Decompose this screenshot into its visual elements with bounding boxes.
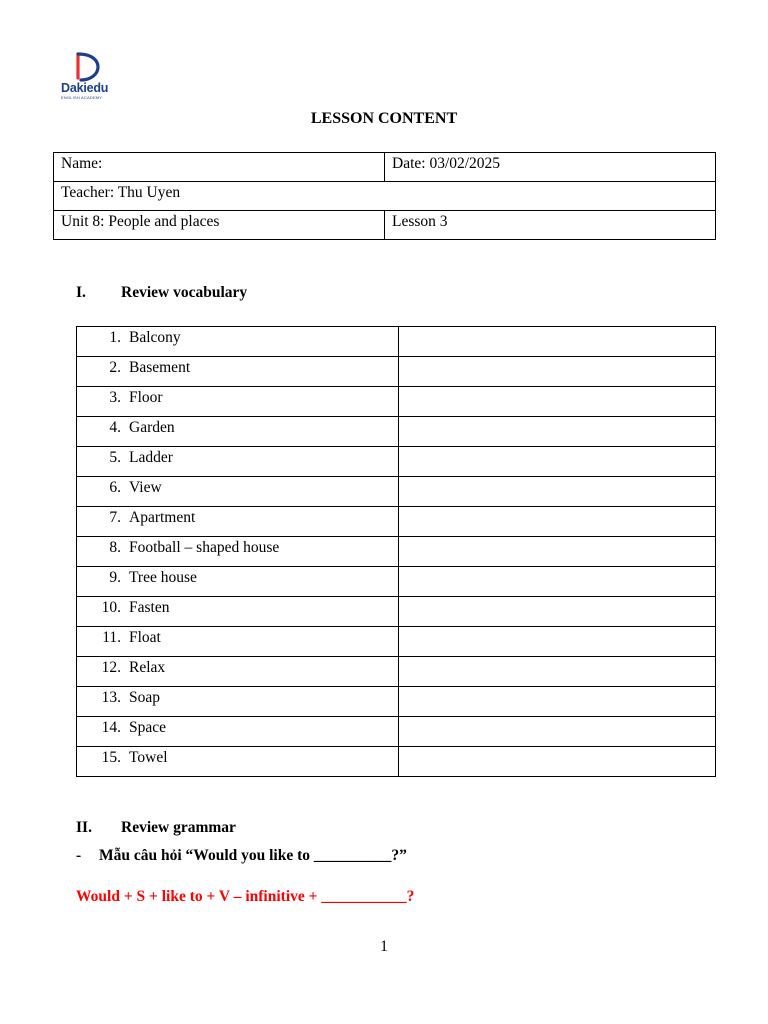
section-title: Review vocabulary: [121, 284, 248, 301]
vocab-answer-cell[interactable]: [399, 507, 716, 537]
vocab-row: [77, 747, 716, 777]
lesson-field: Lesson 3: [385, 211, 716, 240]
vocab-word: Soap: [129, 689, 160, 706]
vocab-row: [77, 447, 716, 477]
vocab-row: [77, 657, 716, 687]
vocab-word-cell: [77, 687, 399, 717]
name-field[interactable]: Name:: [54, 153, 385, 182]
vocab-number: 8.: [109, 539, 121, 556]
vocab-answer-cell[interactable]: [399, 567, 716, 597]
info-row-name-date: [54, 153, 716, 182]
vocab-word: View: [129, 479, 162, 496]
vocab-answer-cell[interactable]: [399, 387, 716, 417]
vocab-number: 7.: [109, 509, 121, 526]
teacher-field: Teacher: Thu Uyen: [54, 182, 716, 211]
vocab-row: [77, 507, 716, 537]
vocab-word-cell: [77, 327, 399, 357]
vocab-number: 10.: [101, 599, 121, 616]
vocab-answer-cell[interactable]: [399, 537, 716, 567]
info-row-teacher: [54, 182, 716, 211]
vocab-word-cell: [77, 717, 399, 747]
bullet-dash: -: [76, 847, 82, 864]
vocab-row: [77, 687, 716, 717]
vocab-word-cell: [77, 567, 399, 597]
page-number: 1: [380, 938, 388, 955]
vocab-word-cell: [77, 507, 399, 537]
dakiedu-logo: [54, 48, 112, 106]
vocab-word: Fasten: [129, 599, 170, 616]
vocab-word: Basement: [129, 359, 191, 376]
vocab-answer-cell[interactable]: [399, 327, 716, 357]
vocab-number: 9.: [109, 569, 121, 586]
section-number: I.: [76, 284, 86, 301]
vocab-answer-cell[interactable]: [399, 357, 716, 387]
grammar-question-pattern: Mẫu câu hỏi “Would you like to __________?”: [99, 847, 407, 864]
vocab-word-cell: [77, 387, 399, 417]
vocab-word: Towel: [129, 749, 168, 766]
vocab-answer-cell[interactable]: [399, 747, 716, 777]
vocab-word-cell: [77, 417, 399, 447]
vocab-word: Floor: [129, 389, 163, 406]
vocab-answer-cell[interactable]: [399, 447, 716, 477]
vocab-word: Relax: [129, 659, 166, 676]
vocab-word-cell: [77, 477, 399, 507]
vocab-word: Ladder: [129, 449, 173, 466]
vocab-row: [77, 597, 716, 627]
vocab-number: 2.: [109, 359, 121, 376]
vocab-word: Float: [129, 629, 161, 646]
vocab-number: 5.: [109, 449, 121, 466]
vocab-word-cell: [77, 537, 399, 567]
vocab-word: Balcony: [129, 329, 181, 346]
vocab-answer-cell[interactable]: [399, 657, 716, 687]
vocab-word-cell: [77, 627, 399, 657]
vocab-answer-cell[interactable]: [399, 597, 716, 627]
vocab-row: [77, 327, 716, 357]
vocab-row: [77, 717, 716, 747]
vocab-number: 11.: [102, 629, 121, 646]
vocab-word-cell: [77, 357, 399, 387]
vocab-row: [77, 627, 716, 657]
section-number: II.: [76, 819, 92, 836]
vocab-number: 1.: [109, 329, 121, 346]
vocab-answer-cell[interactable]: [399, 477, 716, 507]
vocab-number: 15.: [101, 749, 121, 766]
vocab-answer-cell[interactable]: [399, 627, 716, 657]
info-row-unit-lesson: [54, 211, 716, 240]
section-title: Review grammar: [121, 819, 236, 836]
date-field: Date: 03/02/2025: [385, 153, 716, 182]
vocab-word: Football – shaped house: [129, 539, 280, 556]
vocabulary-table: [76, 326, 716, 777]
vocab-row: [77, 537, 716, 567]
vocab-word: Garden: [129, 419, 175, 436]
vocab-word-cell: [77, 597, 399, 627]
vocab-row: [77, 387, 716, 417]
logo-tagline: ENGLISH ACADEMY: [61, 95, 103, 100]
vocab-row: [77, 567, 716, 597]
vocab-number: 4.: [109, 419, 121, 436]
page-title: LESSON CONTENT: [310, 110, 458, 127]
grammar-bullet: [76, 847, 407, 865]
vocab-number: 12.: [101, 659, 121, 676]
vocab-word-cell: [77, 747, 399, 777]
vocab-word: Space: [129, 719, 167, 736]
vocab-row: [77, 417, 716, 447]
vocab-number: 13.: [101, 689, 121, 706]
vocab-word-cell: [77, 657, 399, 687]
vocab-answer-cell[interactable]: [399, 687, 716, 717]
grammar-formula: Would + S + like to + V – infinitive + ___________?: [76, 888, 415, 905]
vocab-row: [77, 477, 716, 507]
vocab-word-cell: [77, 447, 399, 477]
vocab-row: [77, 357, 716, 387]
vocab-word: Apartment: [129, 509, 196, 526]
section-grammar-heading: [76, 819, 236, 837]
vocab-answer-cell[interactable]: [399, 717, 716, 747]
section-vocabulary-heading: [76, 284, 247, 302]
vocab-answer-cell[interactable]: [399, 417, 716, 447]
vocab-word: Tree house: [129, 569, 197, 586]
vocab-number: 6.: [109, 479, 121, 496]
unit-field: Unit 8: People and places: [54, 211, 385, 240]
lesson-info-table: [53, 152, 716, 240]
vocab-number: 14.: [101, 719, 121, 736]
vocab-number: 3.: [109, 389, 121, 406]
logo-wordmark: Dakiedu: [61, 81, 109, 95]
